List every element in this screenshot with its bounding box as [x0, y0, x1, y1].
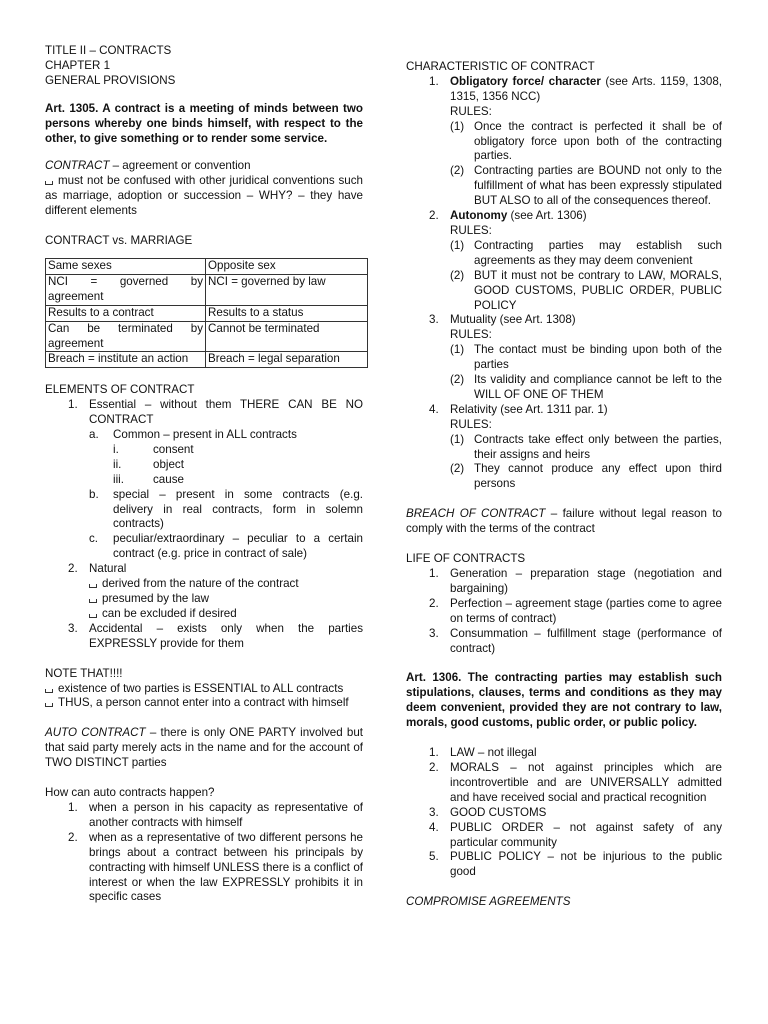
- bullet-icon: [45, 703, 53, 707]
- list-text: consent: [153, 442, 194, 456]
- rule-item: [406, 462, 722, 492]
- list-number: 1.: [68, 800, 78, 814]
- list-text: Generation – preparation stage (negotiation and bargaining): [450, 567, 722, 595]
- obligatory-force-ref: (see Arts. 1159, 1308, 1315, 1356 NCC): [450, 74, 723, 103]
- bullet-icon: [45, 181, 53, 185]
- contract-term: CONTRACT: [45, 159, 110, 173]
- note-title: NOTE THAT!!!!: [45, 666, 123, 680]
- table-cell: Breach = legal separation: [206, 352, 368, 368]
- note-text: existence of two parties is ESSENTIAL to ALL contracts: [58, 681, 344, 695]
- list-text: when as a representative of two different persons he brings about a contract between his principals by contracting with himself UNLESS there is a conflict of interest or when the law EXPRESSLY prohibits it in specific cases: [89, 830, 363, 904]
- list-text: MORALS – not against principles which are incontrovertible and are UNIVERSALLY admitted and have received social and practical recognition: [450, 760, 722, 804]
- table-cell: Opposite sex: [206, 258, 368, 274]
- rules-label: RULES:: [450, 328, 492, 342]
- article-1305: Art. 1305. A contract is a meeting of minds between two persons whereby one binds himself, with respect to the other, to give something or to render some service.: [45, 101, 363, 145]
- list-number: 2.: [68, 830, 78, 844]
- title-line: TITLE II – CONTRACTS: [45, 44, 172, 57]
- list-item: [45, 458, 363, 473]
- list-number: 2.: [429, 596, 439, 610]
- table-cell: NCI = governed by law: [206, 274, 368, 305]
- list-text: presumed by the law: [102, 592, 209, 605]
- list-number: 1.: [68, 398, 78, 412]
- list-text: Natural: [89, 562, 127, 576]
- rule-text: Contracting parties are BOUND not only to the fulfillment of what has been expressly stipulated BUT ALSO to all of the consequences thereof.: [474, 164, 722, 208]
- list-number: i.: [113, 442, 119, 456]
- list-number: iii.: [113, 472, 124, 486]
- list-number: ii.: [113, 457, 122, 471]
- list-text: Relativity (see Art. 1311 par. 1): [450, 402, 608, 416]
- list-number: 3.: [429, 313, 439, 327]
- list-text: PUBLIC ORDER – not against safety of any particular community: [450, 820, 722, 849]
- contract-def: – agreement or convention: [109, 159, 251, 173]
- rule-text: The contact must be binding upon both of the parties: [474, 343, 722, 372]
- list-text: [450, 75, 722, 105]
- rule-number: (1): [450, 238, 465, 252]
- bullet-icon: [89, 584, 97, 588]
- auto-contract-term: AUTO CONTRACT: [45, 726, 146, 740]
- list-text: can be excluded if desired: [102, 606, 237, 620]
- list-text: Perfection – agreement stage (parties come to agree on terms of contract): [450, 596, 722, 625]
- bullet-icon: [45, 689, 53, 693]
- rule-number: (2): [450, 462, 465, 476]
- list-number: 1.: [429, 567, 439, 580]
- list-item: [406, 313, 722, 328]
- characteristic-title: CHARACTERISTIC OF CONTRACT: [406, 60, 595, 73]
- elements-title: ELEMENTS OF CONTRACT: [45, 383, 195, 397]
- list-number: 2.: [429, 209, 439, 223]
- list-item: [406, 567, 722, 597]
- rule-item: [406, 433, 722, 463]
- rule-text: BUT it must not be contrary to LAW, MORALS, GOOD CUSTOMS, PUBLIC ORDER, PUBLIC POLICY: [474, 268, 722, 312]
- list-number: a.: [89, 428, 99, 442]
- contract-note: [45, 174, 363, 219]
- rule-item: [406, 269, 722, 314]
- list-text: peculiar/extraordinary – peculiar to a certain contract (e.g. price in contract of sale): [113, 532, 363, 561]
- list-number: 4.: [429, 820, 439, 834]
- list-number: b.: [89, 487, 99, 501]
- right-column: [406, 60, 722, 910]
- breach-def: – failure without legal reason to comply with the terms of the contract: [406, 507, 723, 536]
- rule-item: [406, 239, 722, 269]
- list-item: [45, 443, 363, 458]
- list-text: GOOD CUSTOMS: [450, 805, 547, 819]
- table-cell: Cannot be terminated: [206, 321, 368, 352]
- list-item: [406, 806, 722, 821]
- left-column: [45, 44, 363, 905]
- list-number: 2.: [429, 760, 439, 774]
- auto-contract-definition: [45, 726, 363, 771]
- list-item: [45, 473, 363, 488]
- list-item: [45, 562, 363, 577]
- list-item: [406, 209, 722, 224]
- note-text: THUS, a person cannot enter into a contract with himself: [58, 696, 349, 710]
- table-cell: Same sexes: [46, 258, 206, 274]
- comparison-table: [45, 258, 368, 368]
- list-item: [45, 577, 363, 592]
- life-title: LIFE OF CONTRACTS: [406, 552, 526, 566]
- list-text: object: [153, 457, 184, 471]
- rule-text: Once the contract is perfected it shall be of obligatory force upon both of the contracting parties.: [474, 119, 722, 163]
- list-item: [406, 75, 722, 105]
- list-item: [45, 592, 363, 607]
- list-number: 3.: [68, 621, 78, 635]
- list-text: Essential – without them THERE CAN BE NO CONTRACT: [89, 398, 363, 427]
- list-item: [406, 746, 722, 761]
- rule-text: Contracting parties may establish such agreements as they may deem convenient: [474, 238, 722, 267]
- list-item: [406, 403, 722, 418]
- table-row: [46, 352, 368, 368]
- list-number: 1.: [429, 746, 439, 760]
- table-row: [46, 258, 368, 274]
- list-text: Consummation – fulfillment stage (performance of contract): [450, 626, 722, 655]
- contract-definition: [45, 159, 363, 174]
- list-text: Accidental – exists only when the parties EXPRESSLY provide for them: [89, 621, 363, 650]
- list-text: PUBLIC POLICY – not be injurious to the public good: [450, 850, 722, 879]
- list-item: [45, 801, 363, 831]
- rule-number: (2): [450, 373, 465, 387]
- rules-label: RULES:: [450, 417, 492, 431]
- list-item: [406, 597, 722, 627]
- list-text: Mutuality (see Art. 1308): [450, 313, 576, 327]
- rule-item: [406, 343, 722, 373]
- rule-number: (1): [450, 432, 465, 446]
- section-line: GENERAL PROVISIONS: [45, 73, 176, 87]
- note-item: [45, 682, 363, 697]
- rule-number: (1): [450, 343, 465, 357]
- how-question: How can auto contracts happen?: [45, 786, 215, 800]
- list-number: c.: [89, 532, 99, 546]
- list-text: [450, 209, 722, 224]
- contract-note-text: must not be confused with other juridical conventions such as marriage, adoption or succession – WHY? – they have different elements: [45, 174, 363, 218]
- auto-contract-def: – there is only ONE PARTY involved but that said party merely acts in the name and for the account of TWO DISTINCT parties: [45, 726, 364, 770]
- list-item: [45, 622, 363, 652]
- list-item: [45, 607, 363, 622]
- list-item: [406, 821, 722, 851]
- rule-number: (2): [450, 268, 465, 282]
- list-item: [406, 627, 722, 657]
- rules-label: RULES:: [450, 104, 492, 118]
- obligatory-force-term: Obligatory force/ character: [450, 74, 601, 88]
- rule-text: Its validity and compliance cannot be left to the WILL OF ONE OF THEM: [474, 373, 722, 401]
- table-cell: NCI = governed by agreement: [46, 274, 206, 305]
- list-text: cause: [153, 472, 184, 486]
- contract-vs-marriage-title: CONTRACT vs. MARRIAGE: [45, 234, 193, 248]
- list-number: 3.: [429, 805, 439, 819]
- breach-term: BREACH OF CONTRACT: [406, 507, 546, 521]
- list-item: [45, 488, 363, 533]
- rule-item: [406, 164, 722, 209]
- list-text: derived from the nature of the contract: [102, 577, 299, 591]
- list-text: Common – present in ALL contracts: [113, 428, 297, 442]
- list-item: [406, 850, 722, 880]
- list-text: LAW – not illegal: [450, 746, 537, 760]
- list-number: 1.: [429, 74, 439, 88]
- compromise-title: COMPROMISE AGREEMENTS: [406, 895, 571, 909]
- chapter-line: CHAPTER 1: [45, 58, 111, 72]
- list-number: 2.: [68, 562, 78, 576]
- list-number: 5.: [429, 850, 439, 864]
- breach-definition: [406, 507, 722, 537]
- note-item: [45, 696, 363, 711]
- rule-item: [406, 120, 722, 165]
- list-number: 4.: [429, 402, 439, 416]
- table-row: [46, 305, 368, 321]
- rule-text: They cannot produce any effect upon third persons: [474, 462, 722, 491]
- bullet-icon: [89, 599, 97, 603]
- list-text: special – present in some contracts (e.g. delivery in real contracts, form in solemn contracts): [113, 487, 363, 531]
- table-row: [46, 274, 368, 305]
- autonomy-ref: (see Art. 1306): [507, 209, 587, 223]
- list-item: [45, 532, 363, 562]
- list-number: 3.: [429, 626, 439, 640]
- table-row: [46, 321, 368, 352]
- table-cell: Breach = institute an action: [46, 352, 206, 368]
- rule-item: [406, 373, 722, 403]
- rule-number: (2): [450, 164, 465, 178]
- list-item: [45, 831, 363, 906]
- table-cell: Results to a status: [206, 305, 368, 321]
- list-text: when a person in his capacity as representative of another contracts with himself: [89, 800, 363, 829]
- autonomy-term: Autonomy: [450, 209, 508, 223]
- bullet-icon: [89, 614, 97, 618]
- table-cell: Can be terminated by agreement: [46, 321, 206, 352]
- rule-number: (1): [450, 119, 465, 133]
- list-item: [45, 398, 363, 428]
- article-1306: Art. 1306. The contracting parties may establish such stipulations, clauses, terms and conditions as they may deem convenient, provided they are not contrary to law, morals, good customs, public order, or public policy.: [406, 671, 722, 730]
- rule-text: Contracts take effect only between the parties, their assigns and heirs: [474, 432, 722, 461]
- rules-label: RULES:: [450, 223, 492, 237]
- list-item: [406, 761, 722, 806]
- table-cell: Results to a contract: [46, 305, 206, 321]
- list-item: [45, 428, 363, 443]
